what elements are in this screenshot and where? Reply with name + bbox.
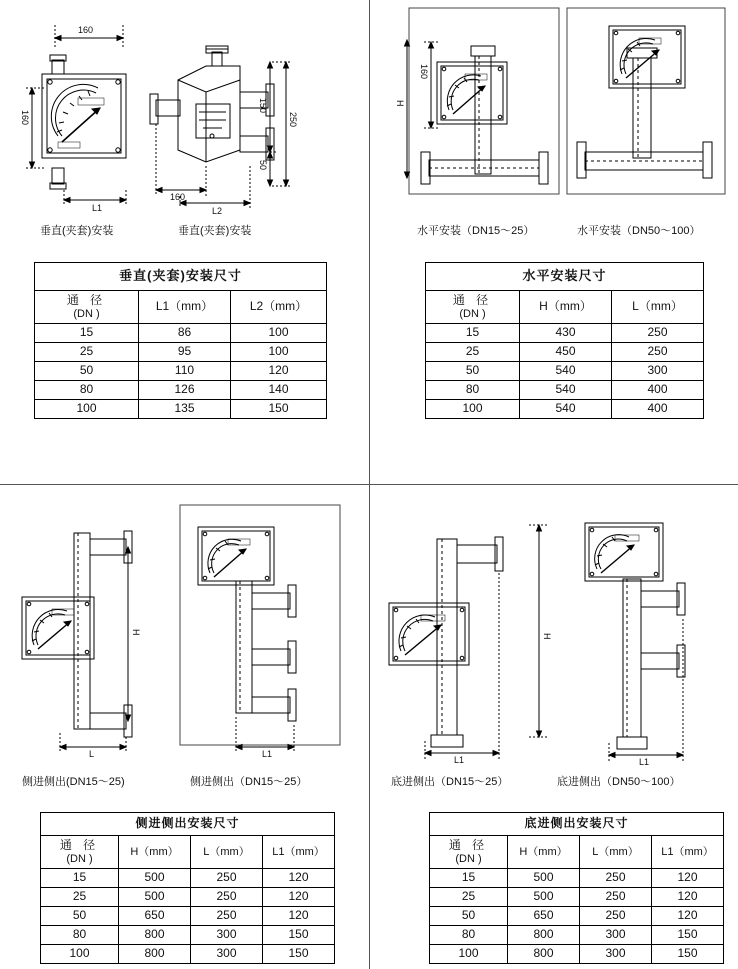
- table-row: [426, 343, 704, 362]
- cell-dn: 25: [426, 343, 520, 362]
- table-row: [430, 907, 724, 926]
- dim-q1-6: 150: [258, 98, 268, 114]
- cell-l: 400: [612, 381, 704, 400]
- quadrant-bottom-in-side-out: [369, 485, 738, 969]
- table-title: 垂直(夹套)安装尺寸: [35, 263, 327, 291]
- cell-l2: 150: [231, 400, 327, 419]
- dim-q1-2: L1: [92, 203, 103, 213]
- cell-h: 540: [520, 400, 612, 419]
- table-row: [426, 362, 704, 381]
- col-header-l: L（mm）: [612, 290, 704, 323]
- table-wrap-bottom-in-side-out: [429, 812, 724, 964]
- side-in-side-out-svg: [0, 485, 369, 793]
- col-header-dn: [426, 290, 520, 323]
- cell-l1: 120: [652, 907, 724, 926]
- cell-l: 250: [191, 869, 263, 888]
- table-row: [41, 926, 335, 945]
- cell-dn: 25: [430, 888, 508, 907]
- dim-q3-0: H: [131, 629, 141, 636]
- bottom-in-side-out-svg: [369, 485, 738, 793]
- cell-dn: 100: [426, 400, 520, 419]
- table-row: [35, 343, 327, 362]
- cell-l: 400: [612, 400, 704, 419]
- cell-h: 500: [508, 888, 580, 907]
- dim-q2-0: 160: [419, 64, 429, 80]
- cell-h: 500: [119, 869, 191, 888]
- cell-l: 250: [580, 907, 652, 926]
- cell-dn: 50: [35, 362, 139, 381]
- caption-horizontal-2: 水平安装（DN50～100）: [577, 225, 701, 237]
- cell-h: 650: [119, 907, 191, 926]
- cell-dn: 50: [426, 362, 520, 381]
- quadrant-horizontal: [369, 0, 738, 484]
- cell-dn: 100: [41, 945, 119, 964]
- table-row: [35, 324, 327, 343]
- caption-bottom-in-side-out-1: 底进侧出（DN15～25）: [391, 776, 509, 788]
- drawing-horizontal: [369, 0, 738, 248]
- cell-h: 540: [520, 381, 612, 400]
- cell-h: 800: [119, 945, 191, 964]
- dim-q1-5: 250: [288, 112, 298, 128]
- drawing-bottom-in-side-out: [369, 485, 738, 793]
- col-header-l: L（mm）: [191, 835, 263, 868]
- horizontal-svg: [369, 0, 738, 248]
- col-header-dn-line1: 通 径: [59, 837, 100, 852]
- table-title: 侧进侧出安装尺寸: [41, 813, 335, 836]
- col-header-l1: L1（mm）: [652, 835, 724, 868]
- drawing-side-in-side-out: [0, 485, 369, 793]
- table-title: 水平安装尺寸: [426, 263, 704, 291]
- table-row: [35, 362, 327, 381]
- dim-q4-0: H: [542, 633, 552, 640]
- table-row: [41, 888, 335, 907]
- dim-q1-3: L2: [212, 206, 223, 216]
- dim-q4-1: L1: [454, 755, 465, 765]
- cell-l1: 95: [139, 343, 231, 362]
- col-header-dn-line2: (DN ): [455, 852, 482, 865]
- cell-dn: 100: [35, 400, 139, 419]
- cell-l: 300: [580, 926, 652, 945]
- col-header-h: H（mm）: [119, 835, 191, 868]
- drawing-vertical-jacket: [0, 0, 369, 248]
- cell-dn: 50: [41, 907, 119, 926]
- dim-q1-7: 50: [258, 160, 268, 171]
- caption-vertical-jacket-1: 垂直(夹套)安装: [40, 225, 114, 237]
- table-row: [41, 945, 335, 964]
- cell-h: 800: [508, 945, 580, 964]
- caption-bottom-in-side-out-2: 底进侧出（DN50～100）: [557, 776, 681, 788]
- cell-dn: 100: [430, 945, 508, 964]
- table-bottom-in-side-out: [429, 812, 724, 964]
- cell-l1: 110: [139, 362, 231, 381]
- col-header-h: H（mm）: [508, 835, 580, 868]
- cell-l1: 150: [652, 945, 724, 964]
- cell-dn: 80: [41, 926, 119, 945]
- col-header-dn-line2: (DN ): [66, 852, 93, 865]
- vertical-jacket-svg: [0, 0, 369, 248]
- dim-q3-1: L: [89, 749, 95, 759]
- table-row: [430, 888, 724, 907]
- table-wrap-side-in-side-out: [40, 812, 335, 964]
- table-side-in-side-out: [40, 812, 335, 964]
- cell-h: 800: [508, 926, 580, 945]
- cell-l1: 126: [139, 381, 231, 400]
- cell-dn: 25: [41, 888, 119, 907]
- cell-l1: 150: [263, 926, 335, 945]
- cell-l1: 120: [263, 888, 335, 907]
- cell-l2: 100: [231, 324, 327, 343]
- table-row: [426, 381, 704, 400]
- cell-h: 450: [520, 343, 612, 362]
- col-header-dn: [41, 835, 119, 868]
- cell-dn: 50: [430, 907, 508, 926]
- col-header-dn-line1: 通 径: [66, 292, 107, 307]
- table-row: [35, 381, 327, 400]
- cell-h: 800: [119, 926, 191, 945]
- table-row: [426, 324, 704, 343]
- cell-l: 250: [612, 343, 704, 362]
- cell-l1: 120: [652, 888, 724, 907]
- col-header-l1: L1（mm）: [263, 835, 335, 868]
- cell-l: 250: [580, 869, 652, 888]
- cell-h: 430: [520, 324, 612, 343]
- cell-l: 250: [191, 888, 263, 907]
- dim-q1-4: 160: [170, 192, 186, 202]
- cell-l: 300: [612, 362, 704, 381]
- table-row: [35, 400, 327, 419]
- cell-l2: 120: [231, 362, 327, 381]
- dim-q3-2: L1: [262, 749, 273, 759]
- table-row: [41, 869, 335, 888]
- cell-l: 250: [191, 907, 263, 926]
- cell-dn: 80: [426, 381, 520, 400]
- dim-q2-1: H: [395, 100, 405, 107]
- cell-l2: 100: [231, 343, 327, 362]
- cell-h: 500: [119, 888, 191, 907]
- quadrant-vertical-jacket: [0, 0, 369, 484]
- table-row: [41, 907, 335, 926]
- cell-l1: 86: [139, 324, 231, 343]
- cell-l2: 140: [231, 381, 327, 400]
- dim-q4-2: L1: [639, 757, 650, 767]
- col-header-dn-line1: 通 径: [448, 837, 489, 852]
- caption-side-in-side-out-2: 侧进侧出（DN15～25）: [190, 776, 308, 788]
- col-header-dn-line2: (DN ): [73, 307, 100, 320]
- table-wrap-horizontal: [425, 262, 704, 419]
- cell-dn: 80: [35, 381, 139, 400]
- cell-l1: 150: [652, 926, 724, 945]
- cell-h: 500: [508, 869, 580, 888]
- cell-l1: 150: [263, 945, 335, 964]
- col-header-h: H（mm）: [520, 290, 612, 323]
- table-row: [430, 945, 724, 964]
- col-header-l1: L1（mm）: [139, 290, 231, 323]
- cell-l: 250: [612, 324, 704, 343]
- dim-q1-1: 160: [20, 110, 30, 126]
- cell-l: 250: [580, 888, 652, 907]
- cell-h: 650: [508, 907, 580, 926]
- dim-q1-0: 160: [78, 25, 94, 35]
- col-header-l2: L2（mm）: [231, 290, 327, 323]
- table-wrap-vertical-jacket: [34, 262, 327, 419]
- table-horizontal: [425, 262, 704, 419]
- cell-l1: 135: [139, 400, 231, 419]
- cell-dn: 15: [35, 324, 139, 343]
- col-header-l: L（mm）: [580, 835, 652, 868]
- cell-l1: 120: [263, 907, 335, 926]
- cell-dn: 15: [41, 869, 119, 888]
- cell-l: 300: [580, 945, 652, 964]
- caption-side-in-side-out-1: 侧进侧出(DN15～25): [22, 776, 125, 788]
- col-header-dn-line1: 通 径: [452, 292, 493, 307]
- cell-l: 300: [191, 926, 263, 945]
- table-vertical-jacket: [34, 262, 327, 419]
- col-header-dn: [430, 835, 508, 868]
- cell-dn: 15: [426, 324, 520, 343]
- cell-l1: 120: [263, 869, 335, 888]
- cell-l1: 120: [652, 869, 724, 888]
- cell-dn: 80: [430, 926, 508, 945]
- caption-vertical-jacket-2: 垂直(夹套)安装: [178, 225, 252, 237]
- table-title: 底进侧出安装尺寸: [430, 813, 724, 836]
- table-row: [430, 926, 724, 945]
- quadrant-side-in-side-out: [0, 485, 369, 969]
- caption-horizontal-1: 水平安装（DN15～25）: [417, 225, 535, 237]
- cell-h: 540: [520, 362, 612, 381]
- cell-dn: 25: [35, 343, 139, 362]
- col-header-dn: [35, 290, 139, 323]
- table-row: [430, 869, 724, 888]
- table-row: [426, 400, 704, 419]
- cell-l: 300: [191, 945, 263, 964]
- cell-dn: 15: [430, 869, 508, 888]
- col-header-dn-line2: (DN ): [459, 307, 486, 320]
